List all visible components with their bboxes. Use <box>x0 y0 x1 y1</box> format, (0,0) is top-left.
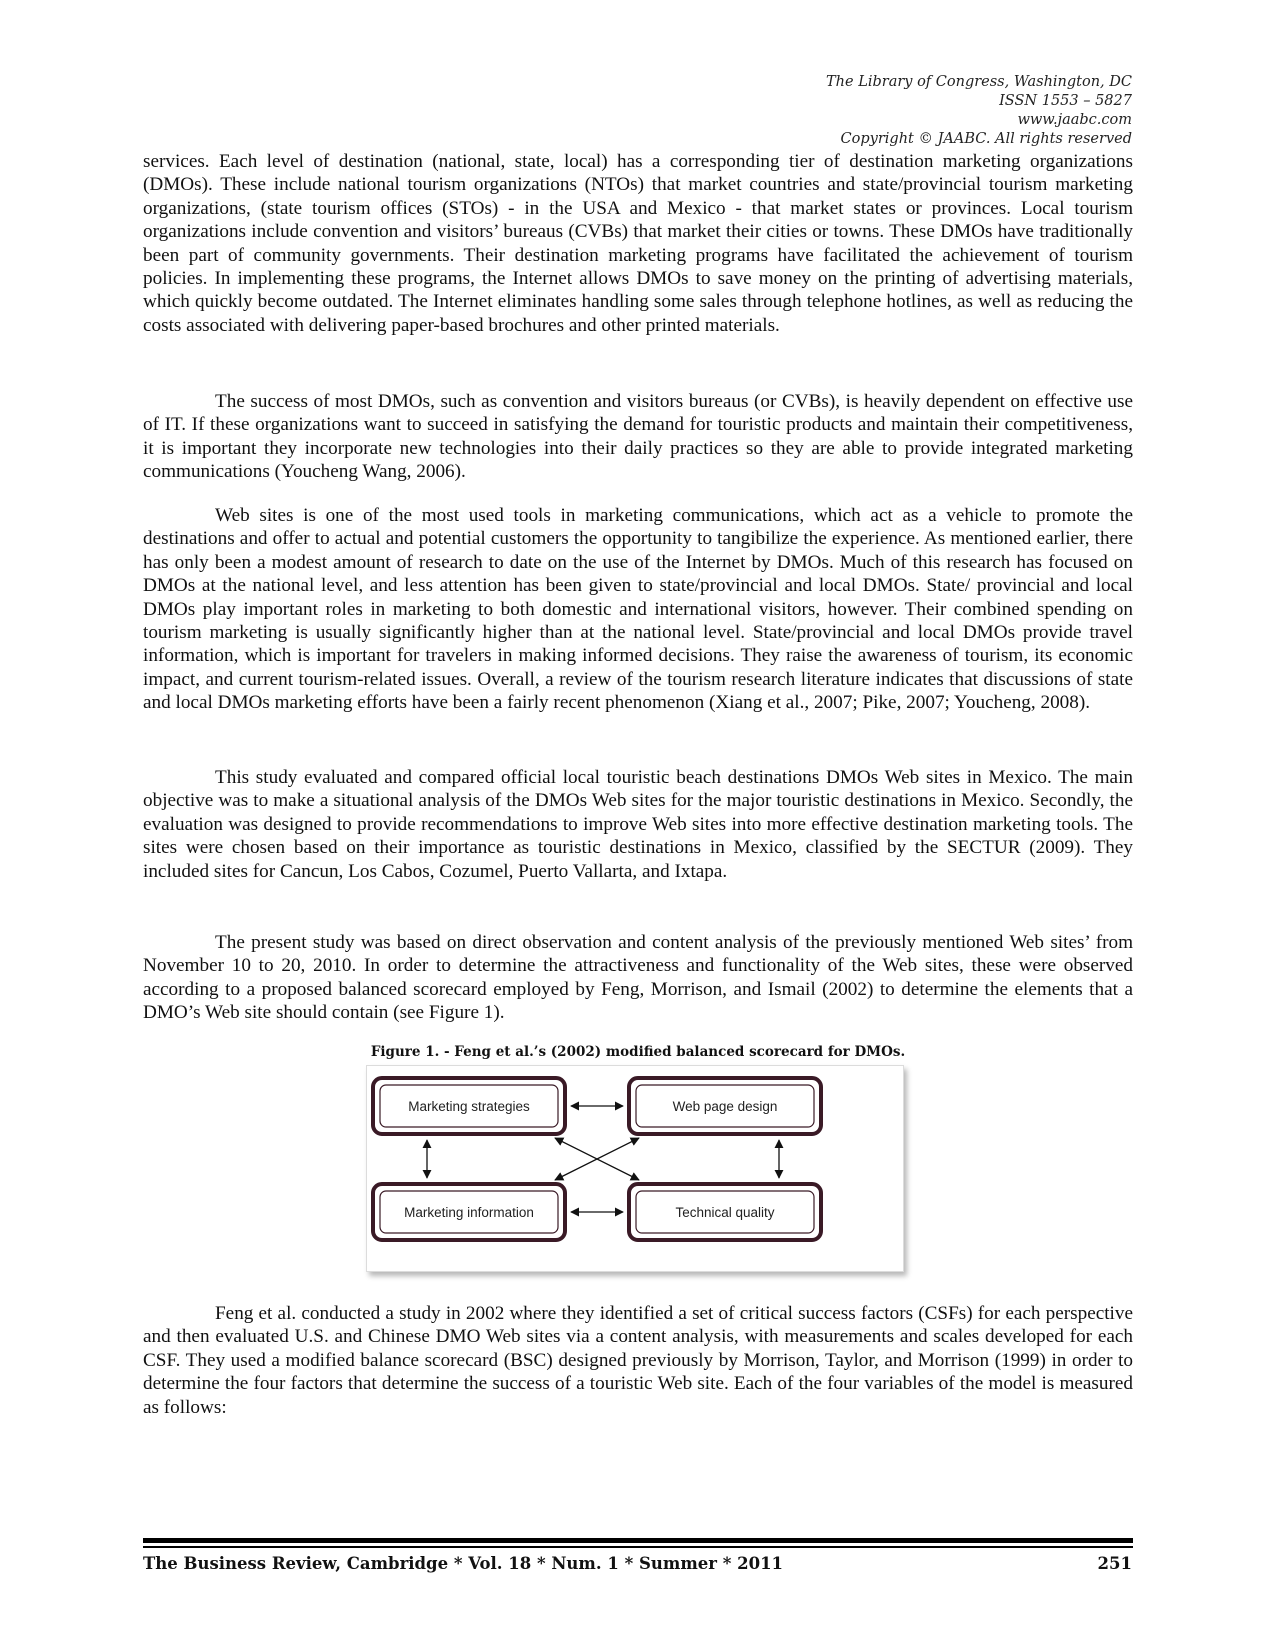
figure-diagram <box>366 1065 904 1272</box>
header-line-2: ISSN 1553 – 5827 <box>999 93 1132 109</box>
box-label-bottom-right: Technical quality <box>675 1205 775 1220</box>
header-line-4: Copyright © JAABC. All rights reserved <box>840 131 1132 147</box>
page-number: 251 <box>1097 1554 1132 1573</box>
footer-journal-info: The Business Review, Cambridge * Vol. 18 * Num. 1 * Summer * 2011 <box>143 1554 784 1573</box>
paragraph-4-text: This study evaluated and compared official local touristic beach destinations DMOs Web sites in Mexico. The main objective was to make a situational analysis of the DMOs Web sites for the major touristic destinations in Mexico. Secondly, the evaluation was designed to provide recommendations to improve Web sites into more effective destination marketing tools. The sites were chosen based on their importance as touristic destinations in Mexico, classified by the SECTUR (2009). They included sites for Cancun, Los Cabos, Cozumel, Puerto Vallarta, and Ixtapa. <box>143 767 1133 882</box>
footer-rule-thick <box>143 1538 1133 1543</box>
paragraph-3 <box>143 504 1133 715</box>
box-marketing-information <box>373 1184 565 1240</box>
paragraph-1 <box>143 150 1133 337</box>
box-label-top-left: Marketing strategies <box>408 1099 530 1114</box>
header-line-1: The Library of Congress, Washington, DC <box>826 74 1132 90</box>
journal-header <box>826 73 1132 149</box>
figure-caption: Figure 1. - Feng et al.’s (2002) modified balanced scorecard for DMOs. <box>370 1044 906 1060</box>
header-line-3: www.jaabc.com <box>1017 112 1132 128</box>
box-marketing-strategies <box>373 1078 565 1134</box>
paragraph-3-text: Web sites is one of the most used tools in marketing communications, which act as a vehicle to promote the destinations and offer to actual and potential customers the opportunity to tangibilize the experience. As mentioned earlier, there has only been a modest amount of research to date on the use of the Internet by DMOs. Much of this research has focused on DMOs at the national level, and less attention has been given to state/provincial and local DMOs. State/ provincial and local DMOs play important roles in marketing to both domestic and international visitors, however. Their combined spending on tourism marketing is usually significantly higher than at the national level. State/provincial and local DMOs provide travel information, which is important for travelers in making informed decisions. They raise the awareness of tourism, its economic impact, and current tourism-related issues. Overall, a review of the tourism research literature indicates that discussions of state and local DMOs marketing efforts have been a fairly recent phenomenon (Xiang et al., 2007; Pike, 2007; Youcheng, 2008). <box>143 505 1133 714</box>
scorecard-diagram <box>367 1066 903 1271</box>
footer-rule-thin <box>143 1546 1133 1548</box>
paragraph-5-text: The present study was based on direct observation and content analysis of the previously mentioned Web sites’ from November 10 to 20, 2010. In order to determine the attractiveness and functionality of the Web sites, these were observed according to a proposed balanced scorecard employed by Feng, Morrison, and Ismail (2002) to determine the elements that a DMO’s Web site should contain (see Figure 1). <box>143 932 1133 1024</box>
paragraph-6-text: Feng et al. conducted a study in 2002 where they identified a set of critical success factors (CSFs) for each perspective and then evaluated U.S. and Chinese DMO Web sites via a content analysis, with measurements and scales developed for each CSF. They used a modified balance scorecard (BSC) designed previously by Morrison, Taylor, and Morrison (1999) in order to determine the four factors that determine the success of a touristic Web site. Each of the four variables of the model is measured as follows: <box>143 1303 1133 1418</box>
box-label-bottom-left: Marketing information <box>404 1205 534 1220</box>
paragraph-6 <box>143 1302 1133 1419</box>
paragraph-1-text: services. Each level of destination (national, state, local) has a corresponding tier of destination marketing organizations (DMOs). These include national tourism organizations (NTOs) that market countries and state/provincial tourism marketing organizations, (state tourism offices (STOs) - in the USA and Mexico - that market states or provinces. Local tourism organizations include convention and visitors’ bureaus (CVBs) that market their cities or towns. These DMOs have traditionally been part of community governments. Their destination marketing programs have facilitated the achievement of tourism policies. In implementing these programs, the Internet allows DMOs to save money on the printing of advertising materials, which quickly become outdated. The Internet eliminates handling some sales through telephone hotlines, as well as reducing the costs associated with delivering paper-based brochures and other printed materials. <box>143 151 1133 336</box>
paragraph-5 <box>143 931 1133 1025</box>
paragraph-4 <box>143 766 1133 883</box>
box-label-top-right: Web page design <box>672 1099 778 1114</box>
box-web-page-design <box>629 1078 821 1134</box>
paragraph-2-text: The success of most DMOs, such as convention and visitors bureaus (or CVBs), is heavily dependent on effective use of IT. If these organizations want to succeed in satisfying the demand for touristic products and maintain their competitiveness, it is important they incorporate new technologies into their daily practices so they are able to provide integrated marketing communications (Youcheng Wang, 2006). <box>143 391 1133 483</box>
paragraph-2 <box>143 390 1133 484</box>
box-technical-quality <box>629 1184 821 1240</box>
